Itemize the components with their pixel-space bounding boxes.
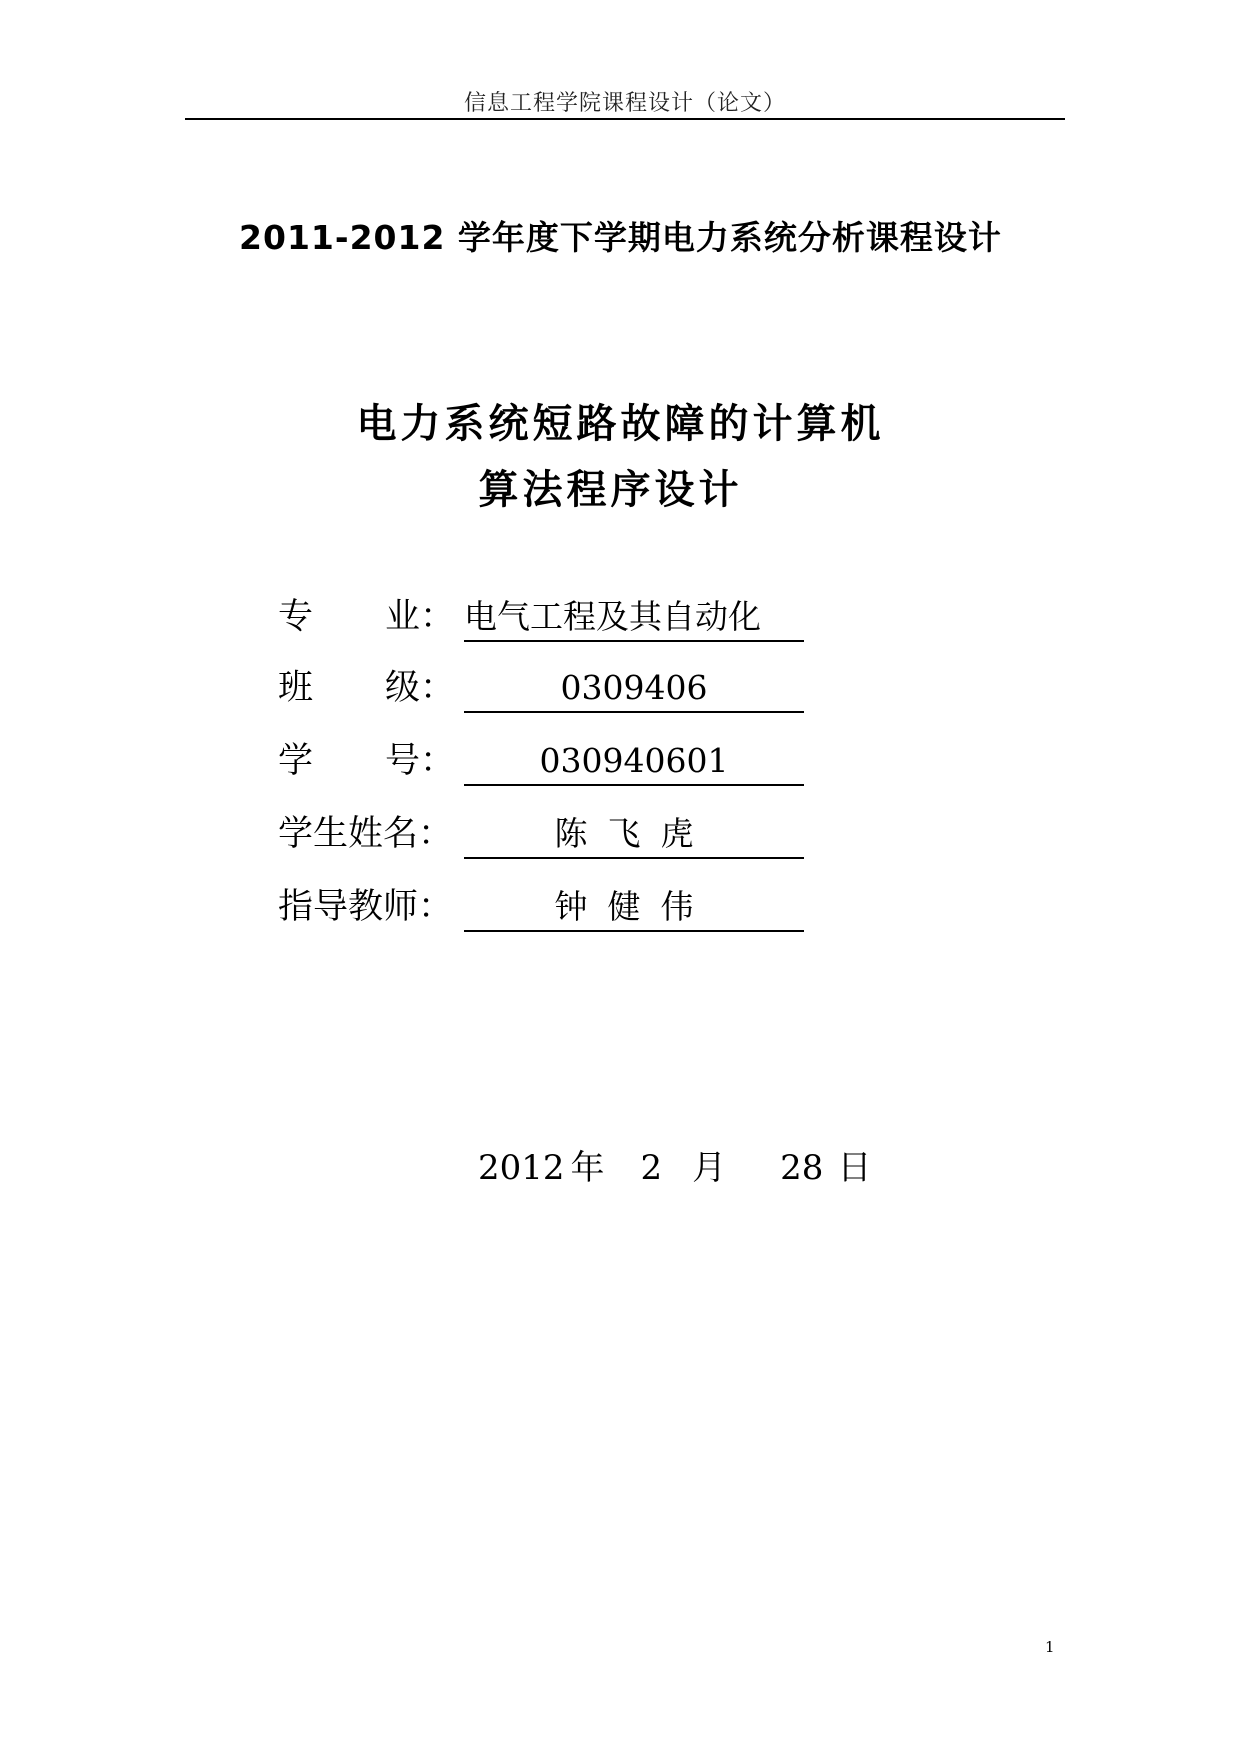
- student-name-row: [278, 811, 838, 861]
- student-id-value: 030940601: [464, 738, 804, 786]
- thesis-title-line-2: 算法程序设计: [478, 466, 743, 513]
- date-day: 28: [780, 1148, 824, 1188]
- class-row: [278, 665, 838, 715]
- advisor-label: 指导教师：: [278, 887, 454, 927]
- class-value: 0309406: [464, 665, 804, 713]
- page-number: 1: [1045, 1638, 1055, 1656]
- major-label: [278, 594, 455, 640]
- date-year-unit: 年: [570, 1148, 605, 1188]
- date-year: 2012: [478, 1148, 565, 1188]
- major-row: [278, 594, 838, 644]
- course-title: 2011-2012 学年度下学期电力系统分析课程设计: [239, 218, 1002, 257]
- major-label-part-2: 业：: [385, 597, 456, 637]
- student-name-label: 学生姓名：: [278, 814, 454, 854]
- date-month: 2: [640, 1148, 663, 1188]
- student-id-label-part-1: 学: [278, 741, 314, 781]
- major-label-part-1: 专: [278, 597, 314, 637]
- class-label: [278, 665, 455, 711]
- student-name-value: 陈飞虎: [464, 811, 804, 859]
- class-label-part-1: 班: [278, 668, 314, 708]
- date-month-unit: 月: [692, 1148, 727, 1188]
- major-value: [464, 594, 804, 642]
- date-day-unit: 日: [837, 1148, 872, 1188]
- student-id-label-part-2: 号：: [385, 741, 456, 781]
- thesis-title-line-1: 电力系统短路故障的计算机: [356, 400, 885, 447]
- major-value-text: 电气工程及其自动化: [464, 597, 761, 636]
- class-label-part-2: 级：: [385, 668, 456, 708]
- running-header: 信息工程学院课程设计（论文）: [463, 91, 786, 116]
- advisor-value: 钟健伟: [464, 884, 804, 932]
- student-id-row: [278, 738, 838, 788]
- advisor-row: [278, 884, 838, 934]
- student-id-label: [278, 738, 455, 784]
- header-rule: [185, 118, 1065, 120]
- submission-date: [478, 1140, 871, 1189]
